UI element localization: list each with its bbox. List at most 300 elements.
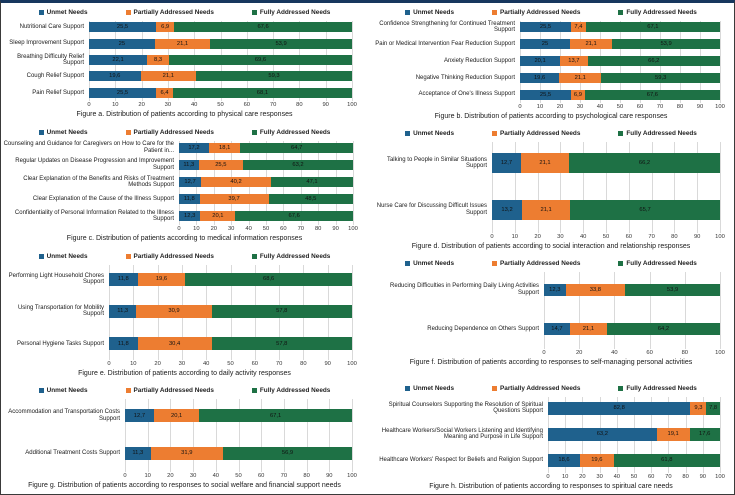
segment-value-label: 66,2 (648, 57, 660, 64)
bar-segment-unmet (520, 39, 570, 49)
bar-segment-fully (185, 273, 352, 286)
legend-item-fully (252, 253, 330, 260)
x-tick-label: 10 (536, 104, 544, 110)
category-label: Acceptance of One's Illness Support (418, 91, 515, 98)
bar-segment-fully (690, 428, 720, 441)
legend-swatch-unmet-icon (39, 10, 44, 15)
legend-label: Partially Addressed Needs (133, 129, 214, 136)
bar-segment-fully (570, 200, 720, 220)
legend-item-partial (492, 9, 580, 16)
segment-value-label: 13,7 (568, 57, 580, 64)
legend-item-fully (618, 130, 696, 137)
segment-value-label: 11,3 (132, 450, 144, 457)
legend-swatch-unmet-icon (405, 131, 410, 136)
category-label: Sleep Improvement Support (9, 40, 84, 47)
bar-segment-unmet (179, 211, 200, 221)
legend-swatch-fully-icon (618, 131, 623, 136)
stacked-bar (109, 337, 352, 350)
bar-zone (109, 337, 352, 350)
segment-value-label: 53,9 (660, 41, 672, 48)
plot-area (3, 139, 366, 225)
legend (3, 250, 366, 263)
bar-zone (89, 88, 352, 98)
x-tick-label: 60 (280, 226, 287, 232)
bar-segment-fully (614, 454, 720, 467)
category-label: Pain or Medical Intervention Fear Reduction Support (375, 40, 515, 47)
bar-zone (520, 90, 720, 100)
bar-segment-fully (607, 323, 720, 335)
segment-value-label: 63,2 (292, 161, 304, 168)
bar-segment-unmet (89, 22, 156, 32)
x-tick-label: 30 (576, 104, 584, 110)
segment-value-label: 12,7 (500, 160, 513, 167)
legend (370, 127, 732, 140)
segment-value-label: 21,1 (585, 41, 597, 48)
x-tick-label: 0 (518, 104, 522, 110)
bar-segment-unmet (109, 305, 136, 318)
figure-caption: Figure e. Distribution of patients according to daily activity responses (78, 370, 291, 377)
segment-value-label: 40,2 (230, 179, 242, 185)
x-tick-label: 0 (177, 226, 181, 232)
bar-segment-fully (243, 160, 353, 170)
bar-segment-partial (154, 409, 200, 422)
x-tick-label: 60 (647, 474, 655, 480)
segment-value-label: 66,2 (638, 160, 651, 167)
gridline (720, 272, 721, 349)
legend-item-unmet (39, 253, 88, 260)
bar-segment-partial (141, 71, 196, 81)
segment-value-label: 25,5 (116, 89, 129, 96)
bar-segment-partial (201, 177, 271, 187)
x-tick-label: 100 (715, 104, 725, 110)
bar-segment-partial (156, 22, 174, 32)
x-tick-label: 50 (616, 104, 624, 110)
bar-segment-fully (212, 337, 352, 350)
x-tick-label: 10 (511, 234, 519, 240)
x-tick-label: 90 (326, 473, 333, 479)
x-tick-label: 40 (596, 104, 604, 110)
legend-label: Unmet Needs (46, 387, 88, 394)
legend-swatch-unmet-icon (405, 386, 410, 391)
legend-swatch-unmet-icon (405, 261, 410, 266)
stacked-bar (544, 284, 720, 296)
legend-item-partial (492, 130, 580, 137)
category-label: Clear Explanation of the Cause of the Illness Support (32, 195, 174, 202)
segment-value-label: 21,1 (574, 74, 586, 81)
bar-segment-unmet (179, 194, 200, 204)
bar-segment-unmet (179, 143, 209, 153)
x-tick-label: 80 (296, 102, 303, 108)
stacked-bar (520, 90, 720, 100)
legend-swatch-partial-icon (126, 388, 131, 393)
stacked-bar (179, 177, 353, 187)
bar-zone (89, 55, 352, 65)
bar-segment-partial (522, 200, 570, 220)
plot-area (3, 397, 366, 472)
segment-value-label: 63,2 (596, 431, 608, 437)
bar-zone (548, 454, 720, 467)
bar-segment-fully (173, 88, 352, 98)
legend-swatch-partial-icon (126, 254, 131, 259)
x-tick-label: 10 (144, 473, 151, 479)
x-tick-label: 80 (314, 226, 322, 232)
legend-swatch-fully-icon (252, 254, 257, 259)
bar-segment-unmet (179, 160, 199, 170)
segment-value-label: 11,3 (117, 308, 129, 315)
x-tick-label: 20 (534, 234, 541, 240)
x-tick-label: 20 (138, 102, 145, 108)
gridline (352, 265, 353, 360)
x-tick-label: 70 (269, 102, 277, 108)
legend-item-partial (126, 129, 214, 136)
x-tick-label: 70 (280, 473, 288, 479)
bar-segment-unmet (548, 454, 580, 467)
figure-caption: Figure f. Distribution of patients according to responses to self-managing personal activities (409, 359, 693, 366)
x-tick-label: 100 (715, 350, 725, 356)
bar-segment-fully (269, 194, 353, 204)
legend-item-fully (618, 9, 696, 16)
segment-value-label: 39,7 (228, 196, 240, 203)
segment-value-label: 53,9 (666, 286, 679, 293)
figure-a-panel (3, 6, 366, 123)
legend-label: Partially Addressed Needs (500, 385, 581, 392)
segment-value-label: 22,1 (112, 57, 124, 64)
stacked-bar (179, 160, 353, 170)
gridline (352, 399, 353, 472)
segment-value-label: 17,2 (188, 144, 200, 151)
segment-value-label: 8,3 (153, 57, 163, 64)
bar-zone (179, 160, 353, 170)
x-tick-label: 80 (681, 350, 689, 356)
bar-zone (492, 200, 720, 220)
stacked-bar (548, 402, 720, 415)
segment-value-label: 48,5 (305, 196, 317, 203)
stacked-bar (125, 409, 352, 422)
stacked-bar (89, 71, 352, 81)
stacked-bar (89, 55, 352, 65)
bar-segment-fully (271, 177, 353, 187)
stacked-bar (109, 273, 352, 286)
bar-segment-fully (585, 90, 720, 100)
segment-value-label: 64,2 (657, 326, 670, 333)
legend-swatch-fully-icon (252, 10, 257, 15)
segment-value-label: 21,1 (582, 326, 595, 333)
segment-value-label: 19,6 (533, 74, 546, 81)
category-label: Reducing Dependence on Others Support (427, 326, 539, 333)
legend-item-partial (126, 387, 214, 394)
bar-zone (125, 409, 352, 422)
legend-label: Unmet Needs (413, 130, 454, 137)
x-tick-label: 30 (596, 474, 603, 480)
legend-item-unmet (405, 385, 454, 392)
segment-value-label: 31,9 (181, 450, 193, 457)
bar-segment-unmet (179, 177, 201, 187)
x-tick-label: 80 (682, 474, 689, 480)
segment-value-label: 67,6 (257, 24, 269, 31)
segment-value-label: 9,3 (694, 405, 703, 411)
bar-segment-partial (200, 194, 269, 204)
legend-label: Fully Addressed Needs (259, 387, 331, 394)
category-label: Nurse Care for Discussing Difficult Issues Support (376, 203, 487, 216)
legend-item-unmet (39, 9, 88, 16)
segment-value-label: 67,1 (647, 24, 659, 31)
legend-item-unmet (405, 130, 454, 137)
segment-value-label: 18,1 (219, 144, 231, 151)
bar-segment-unmet (544, 323, 570, 335)
bar-segment-partial (570, 323, 607, 335)
bar-segment-fully (625, 284, 720, 296)
segment-value-label: 57,8 (276, 308, 288, 315)
legend-label: Unmet Needs (413, 385, 454, 392)
x-axis (107, 360, 357, 369)
x-tick-label: 40 (190, 102, 198, 108)
bar-segment-fully (612, 39, 720, 49)
x-tick-label: 80 (671, 234, 678, 240)
x-tick-label: 20 (154, 361, 161, 367)
x-tick-label: 10 (561, 474, 569, 480)
figure-caption: Figure b. Distribution of patients according to psychological care responses (434, 113, 668, 120)
bar-segment-partial (147, 55, 169, 65)
legend-item-unmet (39, 129, 88, 136)
x-tick-label: 90 (699, 474, 707, 480)
bar-zone (179, 177, 353, 187)
x-tick-label: 30 (557, 234, 564, 240)
segment-value-label: 6,4 (160, 89, 169, 96)
bar-segment-partial (151, 447, 223, 460)
segment-value-label: 64,7 (291, 144, 303, 151)
x-axis (490, 233, 725, 242)
category-label: Accommodation and Transportation Costs Support (8, 409, 120, 422)
x-tick-label: 80 (676, 104, 684, 110)
stacked-bar (520, 73, 720, 83)
bar-segment-unmet (125, 447, 151, 460)
category-label: Healthcare Workers' Respect for Beliefs and Religion Support (379, 456, 543, 463)
bar-zone (544, 284, 720, 296)
bar-segment-unmet (492, 153, 521, 173)
legend-item-fully (618, 385, 696, 392)
bar-segment-partial (566, 284, 625, 296)
category-label: Talking to People in Similar Situations Support (386, 156, 487, 170)
legend-swatch-partial-icon (492, 386, 497, 391)
legend-label: Partially Addressed Needs (133, 253, 214, 260)
legend-label: Unmet Needs (413, 260, 454, 267)
figure-b-panel (370, 6, 732, 125)
bar-segment-fully (569, 153, 720, 173)
x-tick-label: 0 (107, 361, 111, 367)
x-tick-label: 60 (636, 104, 644, 110)
bar-segment-partial (560, 56, 587, 66)
stacked-bar (179, 194, 353, 204)
stacked-bar (179, 211, 353, 221)
x-tick-label: 0 (542, 350, 546, 356)
x-tick-label: 90 (324, 361, 331, 367)
x-tick-label: 60 (251, 361, 259, 367)
category-label: Clear Explanation of the Benefits and Risks of Treatment Methods Support (23, 175, 174, 188)
bar-segment-fully (196, 71, 352, 81)
plot-area (3, 19, 366, 101)
gridline (720, 142, 721, 233)
figure-caption: Figure g. Distribution of patients according to responses to social welfare and financial support needs (28, 482, 341, 489)
bar-segment-partial (559, 73, 601, 83)
bar-segment-fully (586, 22, 720, 32)
x-tick-label: 40 (212, 473, 220, 479)
segment-value-label: 25,5 (539, 91, 552, 98)
x-tick-label: 20 (556, 104, 564, 110)
stacked-bar (520, 56, 720, 66)
x-tick-label: 40 (611, 350, 618, 356)
bar-zone (492, 153, 720, 173)
category-label: Confidence Strengthening for Continued Treatment Support (379, 20, 515, 34)
gridline (353, 141, 354, 225)
legend-item-partial (126, 9, 214, 16)
plot-area (370, 140, 732, 233)
bar-segment-unmet (520, 90, 571, 100)
stacked-bar (548, 454, 720, 467)
segment-value-label: 53,9 (275, 40, 287, 47)
legend-item-fully (252, 129, 330, 136)
bar-zone (520, 56, 720, 66)
figure-g-panel (3, 384, 366, 494)
segment-value-label: 59,3 (655, 74, 667, 81)
segment-value-label: 6,9 (573, 91, 582, 98)
bar-zone (109, 273, 352, 286)
segment-value-label: 11,8 (117, 340, 129, 347)
segment-value-label: 30,9 (168, 308, 180, 315)
figure-h-panel (370, 382, 732, 495)
x-tick-label: 20 (210, 226, 218, 232)
x-tick-label: 100 (347, 361, 357, 367)
legend-label: Unmet Needs (46, 129, 88, 136)
x-tick-label: 10 (112, 102, 119, 108)
figure-d-panel (370, 127, 732, 255)
x-tick-label: 80 (303, 473, 310, 479)
legend-item-fully (252, 387, 330, 394)
segment-value-label: 21,1 (176, 40, 189, 47)
x-tick-label: 70 (275, 361, 283, 367)
legend-label: Fully Addressed Needs (259, 9, 331, 16)
category-label: Confidentiality of Personal Information Related to the Illness Support (14, 209, 174, 223)
x-tick-label: 50 (227, 361, 234, 367)
segment-value-label: 25,5 (539, 24, 552, 31)
bar-segment-fully (210, 39, 352, 49)
bar-segment-fully (706, 402, 719, 415)
stacked-bar (125, 447, 352, 460)
segment-value-label: 11,3 (183, 161, 195, 168)
bar-segment-unmet (109, 337, 138, 350)
category-label: Personal Hygiene Tasks Support (17, 340, 104, 347)
bar-segment-unmet (89, 88, 156, 98)
legend-label: Fully Addressed Needs (626, 260, 697, 267)
segment-value-label: 30,4 (168, 340, 181, 347)
bar-segment-partial (571, 90, 585, 100)
legend-swatch-unmet-icon (39, 130, 44, 135)
bar-zone (89, 71, 352, 81)
plot-area (3, 263, 366, 360)
x-tick-label: 100 (348, 226, 358, 232)
stacked-bar (548, 428, 720, 441)
bar-zone (520, 22, 720, 32)
bar-segment-unmet (125, 409, 154, 422)
category-label: Pain Relief Support (32, 89, 84, 96)
x-tick-label: 20 (579, 474, 586, 480)
legend-label: Fully Addressed Needs (259, 253, 331, 260)
segment-value-label: 11,8 (183, 196, 195, 203)
stacked-bar (520, 22, 720, 32)
legend-swatch-fully-icon (618, 386, 623, 391)
gridline (352, 21, 353, 101)
figure-caption: Figure a. Distribution of patients according to physical care responses (76, 111, 293, 118)
segment-value-label: 68,1 (256, 89, 269, 96)
gridline (720, 21, 721, 103)
legend-label: Fully Addressed Needs (626, 385, 697, 392)
x-tick-label: 0 (123, 473, 127, 479)
bar-segment-unmet (109, 273, 138, 286)
legend-swatch-partial-icon (492, 261, 497, 266)
segment-value-label: 69,6 (254, 57, 267, 64)
legend-item-fully (252, 9, 330, 16)
x-tick-label: 50 (217, 102, 224, 108)
segment-value-label: 68,6 (262, 276, 275, 283)
bar-segment-partial (580, 454, 614, 467)
legend-item-partial (126, 253, 214, 260)
legend-label: Unmet Needs (46, 9, 88, 16)
legend-label: Unmet Needs (46, 253, 88, 260)
x-tick-label: 40 (613, 474, 621, 480)
x-tick-label: 10 (130, 361, 137, 367)
bar-segment-partial (690, 402, 706, 415)
legend-swatch-fully-icon (252, 130, 257, 135)
segment-value-label: 12,7 (184, 179, 196, 185)
x-tick-label: 100 (715, 474, 725, 480)
legend-label: Fully Addressed Needs (626, 130, 697, 137)
x-tick-label: 50 (262, 226, 270, 232)
legend-item-unmet (39, 387, 88, 394)
category-label: Reducing Difficulties in Performing Daily Living Activities Support (390, 283, 539, 296)
bar-segment-unmet (520, 56, 560, 66)
x-tick-label: 60 (625, 234, 633, 240)
stacked-bar (492, 200, 720, 220)
bar-segment-partial (521, 153, 569, 173)
x-tick-label: 80 (300, 361, 307, 367)
bar-zone (548, 402, 720, 415)
segment-value-label: 7,8 (709, 405, 718, 411)
bar-segment-partial (571, 22, 586, 32)
category-label: Cough Relief Support (26, 73, 84, 80)
x-tick-label: 10 (193, 226, 200, 232)
bar-zone (179, 143, 353, 153)
bar-segment-unmet (89, 71, 141, 81)
segment-value-label: 19,6 (109, 73, 121, 80)
bar-zone (520, 39, 720, 49)
legend-swatch-fully-icon (252, 388, 257, 393)
x-tick-label: 90 (693, 234, 701, 240)
bar-segment-partial (136, 305, 211, 318)
bar-zone (179, 211, 353, 221)
x-tick-label: 70 (665, 474, 672, 480)
x-tick-label: 40 (202, 361, 210, 367)
segment-value-label: 20,1 (212, 213, 224, 220)
x-axis (123, 472, 357, 481)
x-tick-label: 50 (630, 474, 638, 480)
bar-segment-unmet (544, 284, 566, 296)
x-tick-label: 30 (227, 226, 235, 232)
legend-item-partial (492, 385, 580, 392)
x-tick-label: 90 (322, 102, 329, 108)
bar-zone (544, 323, 720, 335)
segment-value-label: 25 (541, 41, 549, 48)
segment-value-label: 13,2 (501, 206, 513, 213)
legend-label: Unmet Needs (413, 9, 454, 16)
